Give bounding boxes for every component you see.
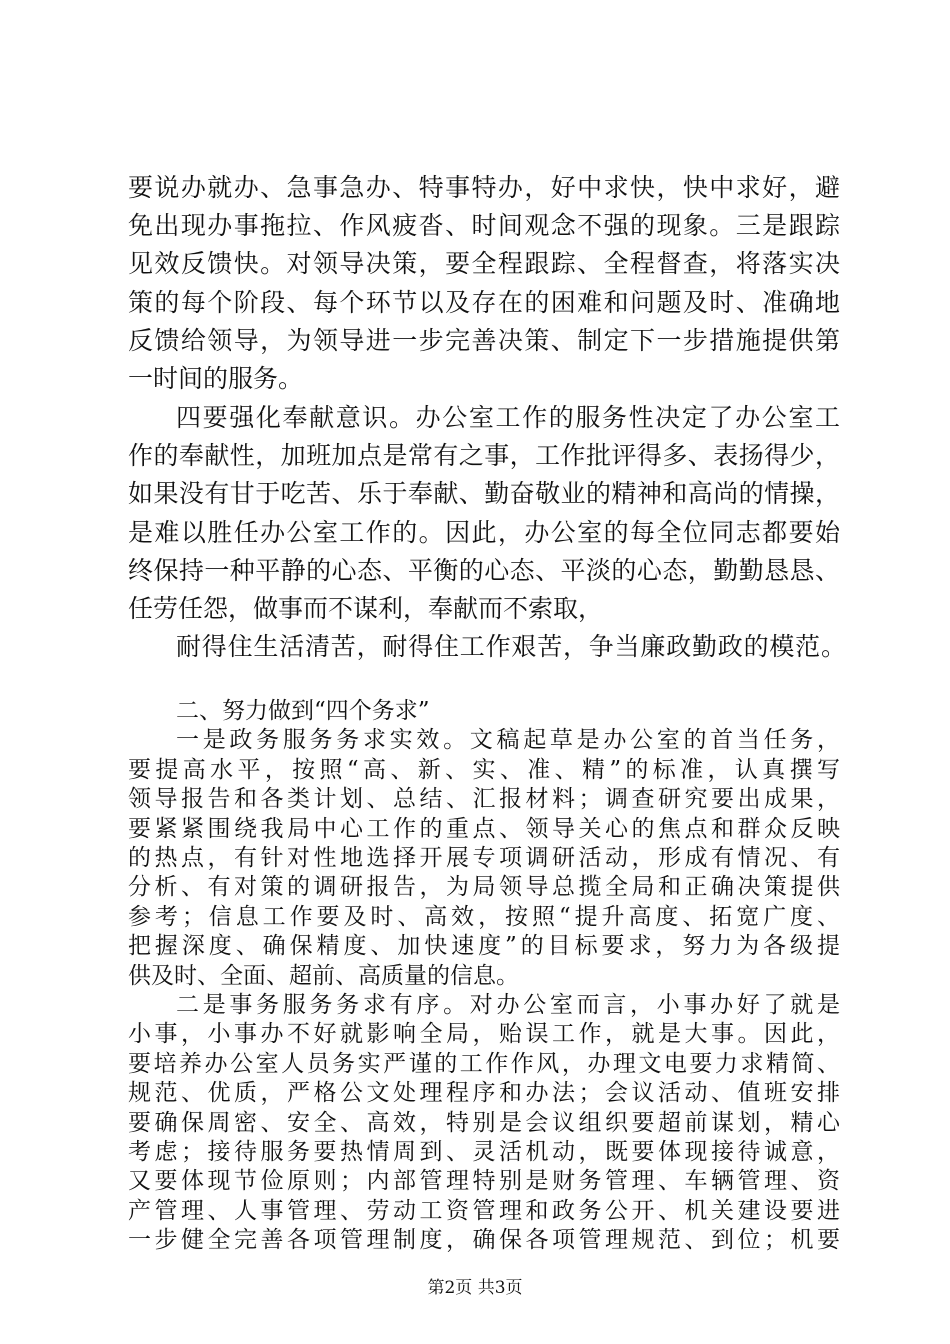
paragraph-line: 规范、优质，严格公文处理程序和办法；会议活动、值班安排	[128, 1080, 840, 1107]
paragraph-line: 策的每个阶段、每个环节以及存在的困难和问题及时、准确地	[128, 288, 840, 317]
paragraph-line: 作的奉献性，加班加点是常有之事，工作批评得多、表扬得少，	[128, 441, 840, 470]
paragraph-line: 要提高水平，按照“高、新、实、准、精”的标准，认真撰写	[128, 756, 840, 783]
paragraph-line: 要培养办公室人员务实严谨的工作作风，办理文电要力求精简、	[128, 1050, 840, 1077]
paragraph-line: 要确保周密、安全、高效，特别是会议组织要超前谋划，精心	[128, 1109, 840, 1136]
paragraph-line: 要说办就办、急事急办、特事特办，好中求快，快中求好，避	[128, 173, 840, 202]
paragraph-line: 二是事务服务务求有序。对办公室而言，小事办好了就是	[176, 992, 840, 1018]
paragraph-line: 耐得住生活清苦，耐得住工作艰苦，争当廉政勤政的模范。	[176, 632, 846, 661]
page-number-footer: 第2页 共3页	[427, 1278, 523, 1298]
paragraph-line: 一是政务服务务求实效。文稿起草是办公室的首当任务，	[176, 727, 840, 754]
paragraph-line: 把握深度、确保精度、加快速度”的目标要求，努力为各级提	[128, 933, 840, 960]
paragraph-line: 终保持一种平静的心态、平衡的心态、平淡的心态，勤勤恳恳、	[128, 556, 840, 585]
paragraph-line: 的热点，有针对性地选择开展专项调研活动，形成有情况、有	[128, 845, 840, 871]
paragraph-line: 反馈给领导，为领导进一步完善决策、制定下一步措施提供第	[128, 326, 840, 355]
paragraph-line: 一时间的服务。	[128, 364, 304, 393]
paragraph-line: 见效反馈快。对领导决策，要全程跟踪、全程督查，将落实决	[128, 249, 840, 278]
paragraph-line: 小事，小事办不好就影响全局，贻误工作，就是大事。因此，	[128, 1021, 840, 1048]
paragraph-line: 如果没有甘于吃苦、乐于奉献、勤奋敬业的精神和高尚的情操，	[128, 479, 840, 508]
paragraph-line: 一步健全完善各项管理制度，确保各项管理规范、到位；机要	[128, 1227, 840, 1254]
paragraph-line: 是难以胜任办公室工作的。因此，办公室的每全位同志都要始	[128, 518, 840, 547]
paragraph-line: 任劳任怨，做事而不谋利，奉献而不索取，	[128, 594, 604, 623]
paragraph-line: 参考；信息工作要及时、高效，按照“提升高度、拓宽广度、	[128, 903, 840, 930]
paragraph-line: 领导报告和各类计划、总结、汇报材料；调查研究要出成果，	[128, 786, 840, 813]
paragraph-line: 要紧紧围绕我局中心工作的重点、领导关心的焦点和群众反映	[128, 815, 840, 842]
paragraph-line: 四要强化奉献意识。办公室工作的服务性决定了办公室工	[176, 403, 840, 432]
paragraph-line: 分析、有对策的调研报告，为局领导总揽全局和正确决策提供	[128, 874, 840, 901]
paragraph-line: 供及时、全面、超前、高质量的信息。	[128, 962, 519, 989]
paragraph-line: 产管理、人事管理、劳动工资管理和政务公开、机关建设要进	[128, 1197, 840, 1224]
paragraph-line: 免出现办事拖拉、作风疲沓、时间观念不强的现象。三是跟踪	[128, 211, 840, 240]
section-heading: 二、努力做到“四个务求”	[176, 698, 430, 724]
paragraph-line: 又要体现节俭原则；内部管理特别是财务管理、车辆管理、资	[128, 1168, 840, 1195]
paragraph-line: 考虑；接待服务要热情周到、灵活机动，既要体现接待诚意，	[128, 1139, 840, 1165]
